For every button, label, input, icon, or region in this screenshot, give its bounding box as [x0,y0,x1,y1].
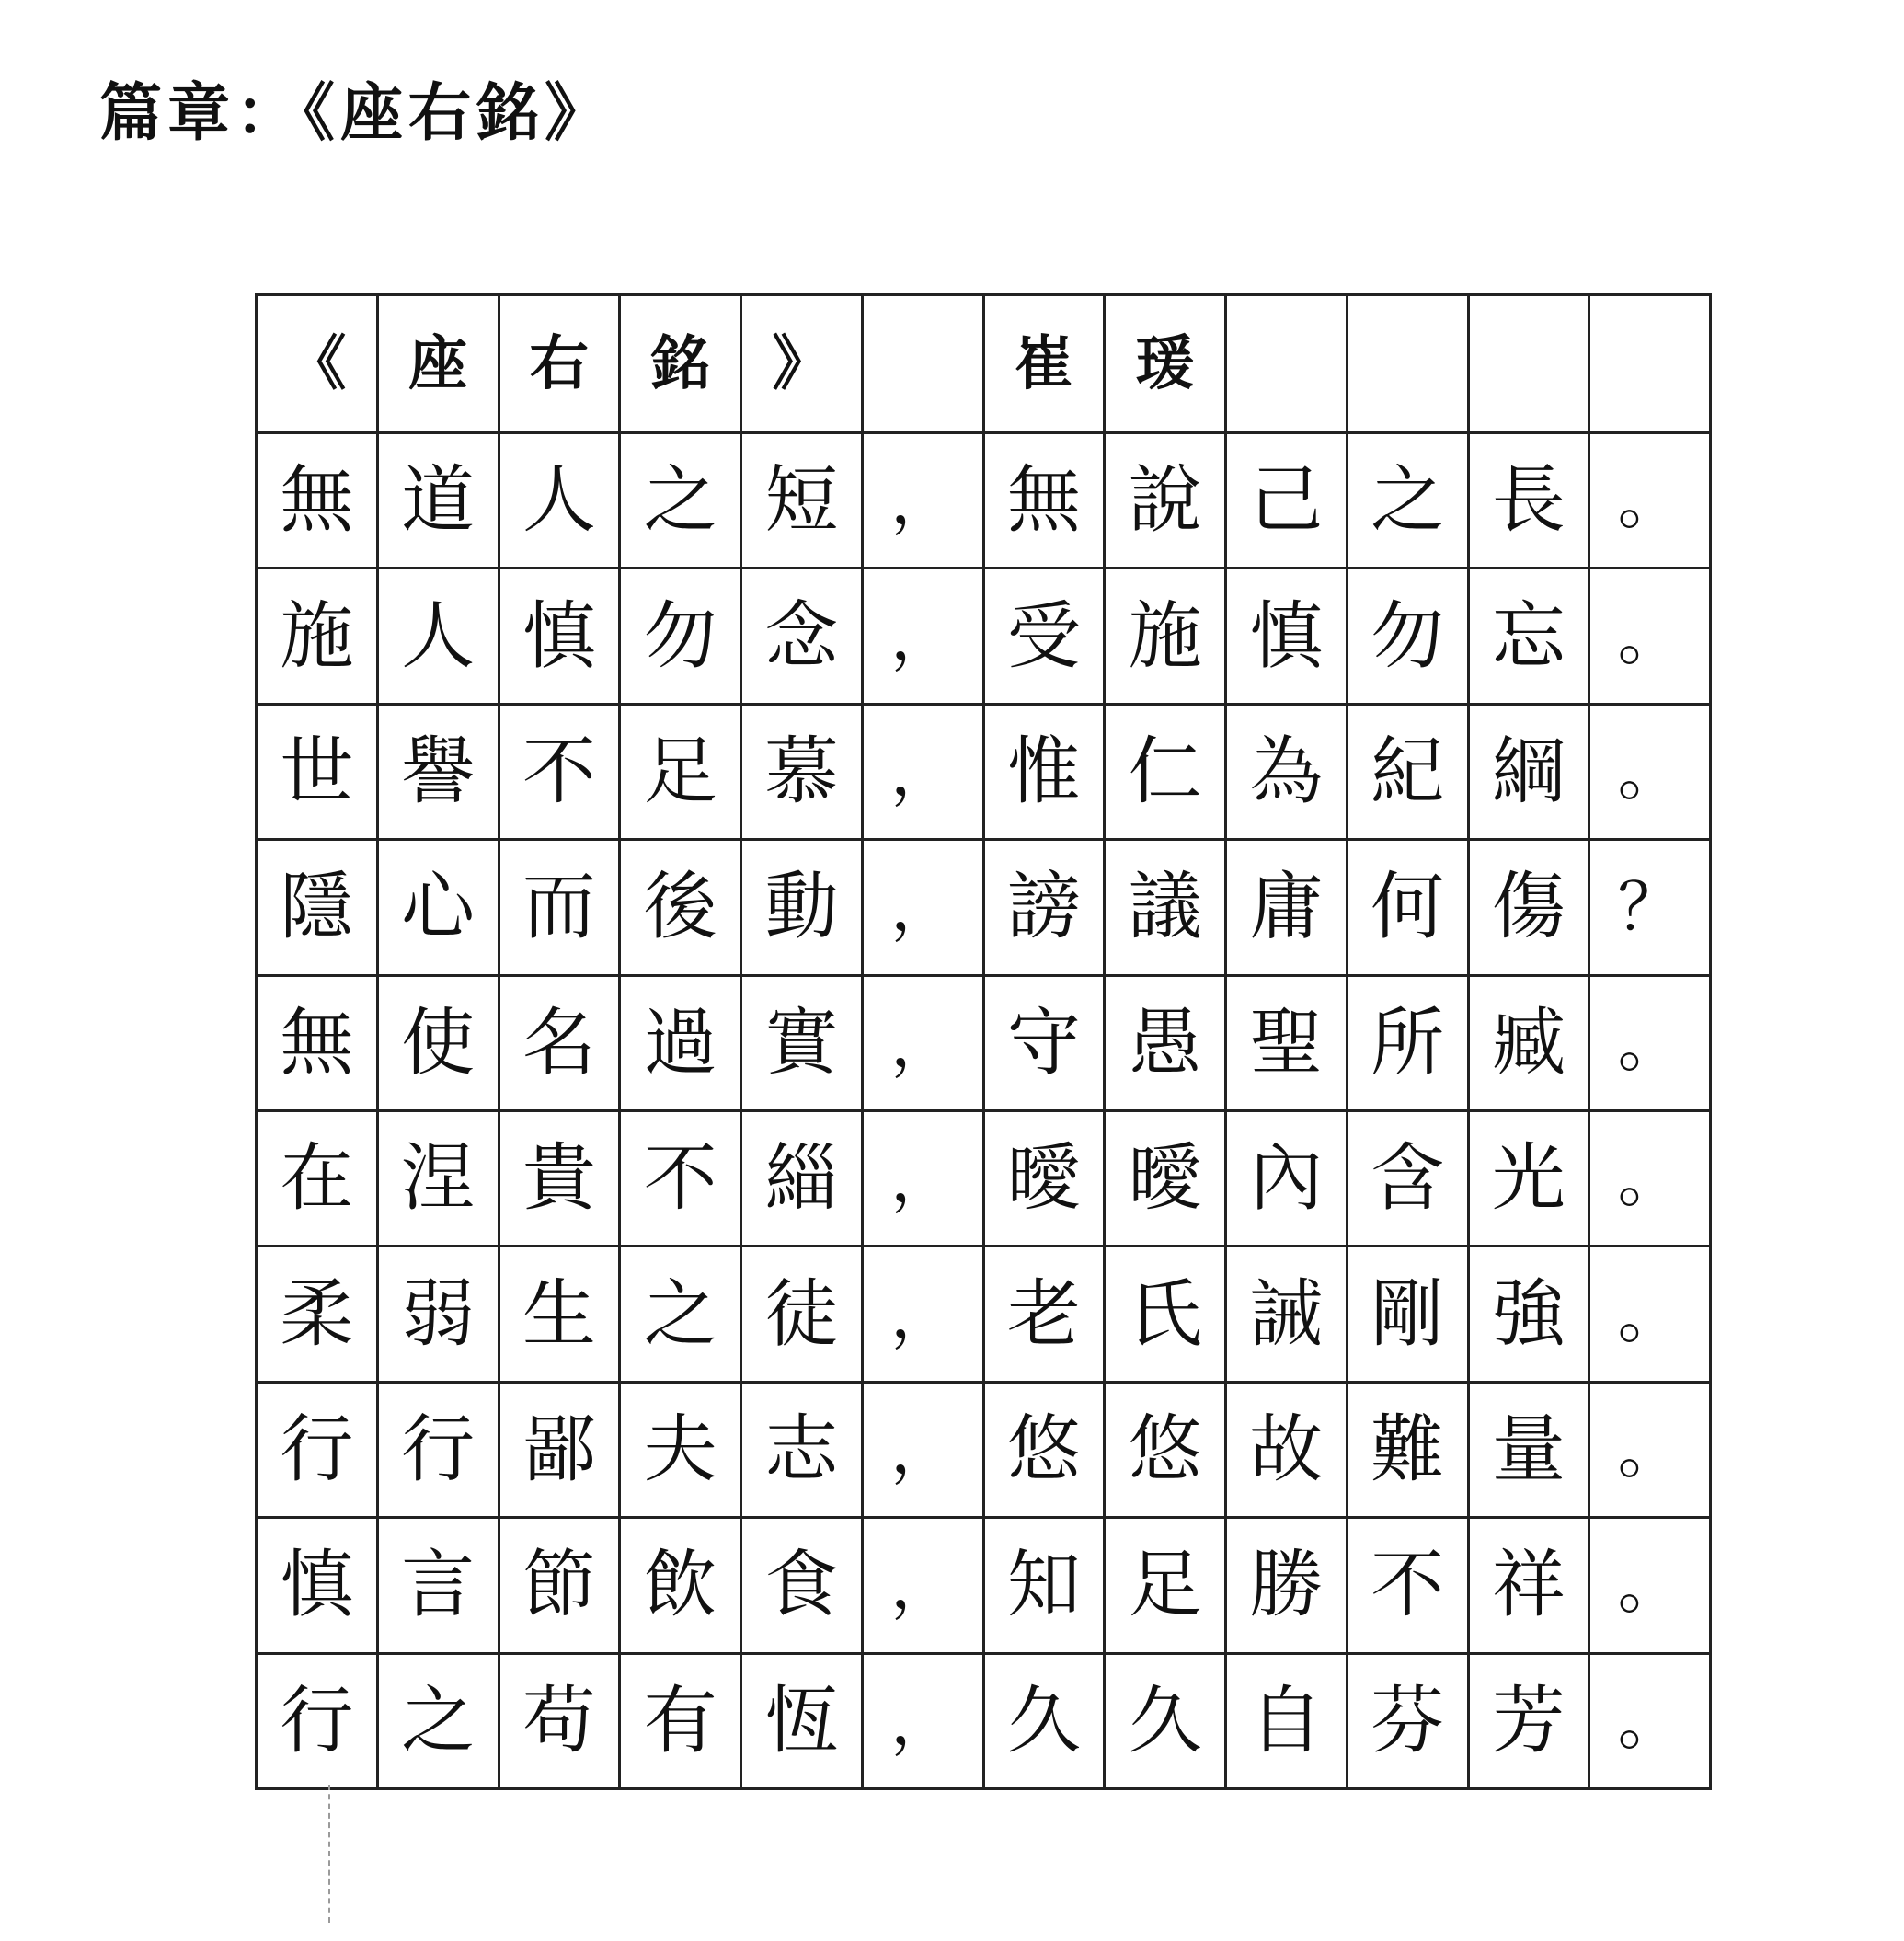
grid-cell: 勿 [1347,569,1468,704]
grid-cell: 。 [1589,1518,1711,1653]
grid-cell: 內 [1226,1110,1348,1246]
grid-cell: 恆 [741,1653,863,1788]
grid-cell: 無 [983,433,1105,569]
grid-cell: 久 [983,1653,1105,1788]
grid-cell: 食 [741,1518,863,1653]
grid-cell: 》 [741,295,863,433]
grid-cell: 緇 [741,1110,863,1246]
grid-cell: ， [862,1382,983,1517]
grid-cell: 含 [1347,1110,1468,1246]
grid-cell: ， [862,1653,983,1788]
grid-cell: ， [862,1246,983,1382]
grid-row [257,1246,1711,1382]
grid-cell: 芬 [1347,1653,1468,1788]
grid-cell: 世 [257,704,378,839]
grid-cell: 強 [1468,1246,1589,1382]
grid-cell: 所 [1347,975,1468,1110]
grid-row [257,1518,1711,1653]
grid-cell: ， [862,840,983,975]
grid-cell: 。 [1589,1382,1711,1517]
grid-cell [1589,295,1711,433]
grid-cell: 光 [1468,1110,1589,1246]
grid-cell: 剛 [1347,1246,1468,1382]
grid-cell: 過 [620,975,741,1110]
grid-cell: 《 [257,295,378,433]
grid-cell: 行 [257,1382,378,1517]
grid-cell: ， [862,975,983,1110]
grid-cell: 瑗 [1105,295,1226,433]
grid-cell: 足 [620,704,741,839]
grid-cell: ， [862,1110,983,1246]
grid-cell: 傷 [1468,840,1589,975]
grid-cell: 人 [377,569,499,704]
grid-cell: 隱 [257,840,378,975]
grid-cell: 悠 [983,1382,1105,1517]
grid-cell: 崔 [983,295,1105,433]
grid-cell: 右 [499,295,620,433]
grid-cell: 徒 [741,1246,863,1382]
grid-cell: 。 [1589,1110,1711,1246]
grid-cell: 足 [1105,1518,1226,1653]
character-grid [255,293,1712,1790]
grid-cell: 庸 [1226,840,1348,975]
grid-cell: 久 [1105,1653,1226,1788]
grid-cell: 誡 [1226,1246,1348,1382]
grid-cell: 之 [377,1653,499,1788]
grid-cell: 柔 [257,1246,378,1382]
grid-cell: 慎 [257,1518,378,1653]
grid-cell: 為 [1226,704,1348,839]
grid-cell: 銘 [620,295,741,433]
grid-row [257,1110,1711,1246]
grid-cell: 有 [620,1653,741,1788]
grid-cell: 議 [1105,840,1226,975]
grid-cell: 不 [1347,1518,1468,1653]
grid-cell: 座 [377,295,499,433]
grid-cell: 氏 [1105,1246,1226,1382]
grid-cell: 涅 [377,1110,499,1246]
grid-row [257,975,1711,1110]
grid-cell: 施 [1105,569,1226,704]
grid-cell: 守 [983,975,1105,1110]
grid-cell: 動 [741,840,863,975]
grid-row [257,569,1711,704]
grid-cell: 仁 [1105,704,1226,839]
grid-cell: 知 [983,1518,1105,1653]
grid-cell: 慎 [499,569,620,704]
grid-cell: 忘 [1468,569,1589,704]
grid-cell: 愚 [1105,975,1226,1110]
grid-cell [1226,295,1348,433]
grid-cell: 。 [1589,1653,1711,1788]
grid-cell: 行 [377,1382,499,1517]
grid-cell: 不 [499,704,620,839]
grid-cell: ， [862,433,983,569]
grid-cell: 何 [1347,840,1468,975]
grid-cell: 難 [1347,1382,1468,1517]
grid-cell: 鄙 [499,1382,620,1517]
grid-cell: 之 [620,433,741,569]
grid-cell: 言 [377,1518,499,1653]
grid-cell: ， [862,704,983,839]
grid-cell: 。 [1589,433,1711,569]
grid-cell: 之 [1347,433,1468,569]
grid-cell: 短 [741,433,863,569]
grid-cell: ， [862,1518,983,1653]
grid-cell: 生 [499,1246,620,1382]
grid-cell: 名 [499,975,620,1110]
grid-cell: 慕 [741,704,863,839]
grid-cell [1468,295,1589,433]
grid-cell: 道 [377,433,499,569]
grid-cell: 勝 [1226,1518,1348,1653]
grid-cell: 長 [1468,433,1589,569]
grid-cell: 說 [1105,433,1226,569]
grid-cell: 惟 [983,704,1105,839]
grid-cell: 量 [1468,1382,1589,1517]
grid-cell: 而 [499,840,620,975]
grid-cell: 念 [741,569,863,704]
grid-cell: 自 [1226,1653,1348,1788]
grid-cell: 曖 [1105,1110,1226,1246]
grid-cell: 紀 [1347,704,1468,839]
grid-row [257,433,1711,569]
grid-cell: 無 [257,433,378,569]
grid-cell: 聖 [1226,975,1348,1110]
dashed-guide-line [328,1785,330,1923]
grid-cell [1347,295,1468,433]
grid-cell: 使 [377,975,499,1110]
grid-cell: 悠 [1105,1382,1226,1517]
grid-cell: 受 [983,569,1105,704]
grid-cell: 臧 [1468,975,1589,1110]
grid-cell: 行 [257,1653,378,1788]
grid-cell [862,295,983,433]
grid-cell: 無 [257,975,378,1110]
grid-cell: 。 [1589,1246,1711,1382]
grid-cell: 曖 [983,1110,1105,1246]
grid-cell: 志 [741,1382,863,1517]
grid-cell: 後 [620,840,741,975]
grid-row [257,840,1711,975]
grid-cell: 苟 [499,1653,620,1788]
grid-cell: 故 [1226,1382,1348,1517]
grid-cell: 祥 [1468,1518,1589,1653]
grid-cell: 。 [1589,569,1711,704]
grid-cell: 心 [377,840,499,975]
grid-cell: 施 [257,569,378,704]
grid-cell: 節 [499,1518,620,1653]
grid-cell: ？ [1589,840,1711,975]
grid-cell: 。 [1589,975,1711,1110]
grid-row [257,1653,1711,1788]
grid-cell: ， [862,569,983,704]
grid-cell: 飲 [620,1518,741,1653]
grid-cell: 人 [499,433,620,569]
grid-cell: 。 [1589,704,1711,839]
grid-cell: 夫 [620,1382,741,1517]
grid-cell: 貴 [499,1110,620,1246]
grid-cell: 實 [741,975,863,1110]
grid-cell: 綱 [1468,704,1589,839]
grid-cell: 己 [1226,433,1348,569]
grid-cell: 弱 [377,1246,499,1382]
grid-cell: 芳 [1468,1653,1589,1788]
grid-row [257,1382,1711,1517]
grid-cell: 勿 [620,569,741,704]
grid-row [257,704,1711,839]
grid-cell: 慎 [1226,569,1348,704]
grid-cell: 在 [257,1110,378,1246]
grid-cell: 之 [620,1246,741,1382]
grid-cell: 老 [983,1246,1105,1382]
grid-cell: 譽 [377,704,499,839]
grid-cell: 不 [620,1110,741,1246]
grid-title-row [257,295,1711,433]
chapter-heading: 篇章：《座右銘》 [99,76,614,150]
grid-cell: 謗 [983,840,1105,975]
